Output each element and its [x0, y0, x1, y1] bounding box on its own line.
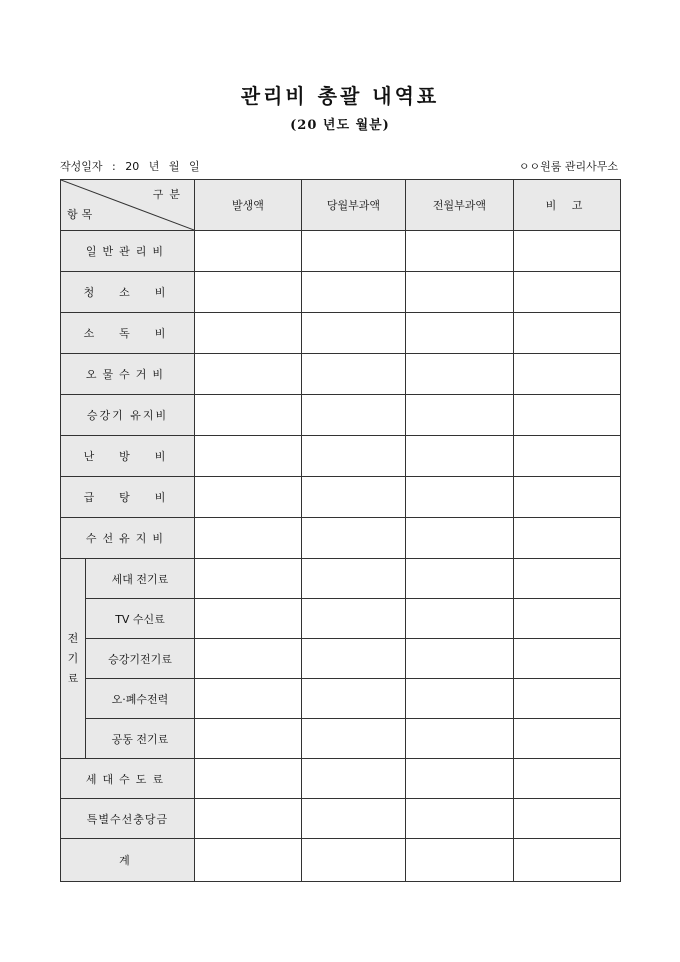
input-cell[interactable] [406, 477, 514, 518]
input-cell[interactable] [514, 599, 621, 639]
input-cell[interactable] [195, 231, 302, 272]
col-header-remarks: 비 고 [514, 180, 621, 231]
input-cell[interactable] [514, 639, 621, 679]
table-row [61, 272, 621, 313]
input-cell[interactable] [195, 639, 302, 679]
input-cell[interactable] [406, 231, 514, 272]
office-label: ㅇㅇ원룸 관리사무소 [518, 160, 618, 173]
table-row [61, 559, 621, 599]
input-cell[interactable] [406, 436, 514, 477]
input-cell[interactable] [195, 395, 302, 436]
input-cell[interactable] [514, 272, 621, 313]
input-cell[interactable] [195, 759, 302, 799]
row-label-general-mgmt: 일반관리비 [61, 231, 195, 272]
page-title: 관리비 총괄 내역표 [240, 84, 440, 108]
input-cell[interactable] [302, 599, 406, 639]
input-cell[interactable] [195, 839, 302, 882]
diag-top-label: 구분 [152, 188, 186, 201]
electric-group-label [61, 559, 86, 759]
col-header-occurred: 발생액 [195, 180, 302, 231]
input-cell[interactable] [514, 477, 621, 518]
input-cell[interactable] [514, 231, 621, 272]
input-cell[interactable] [406, 313, 514, 354]
row-label-repair: 수선유지비 [61, 518, 195, 559]
input-cell[interactable] [514, 436, 621, 477]
row-label-reserve-fund: 특별수선충당금 [61, 799, 195, 839]
input-cell[interactable] [406, 599, 514, 639]
table-row [61, 719, 621, 759]
row-label-water: 세대수도료 [61, 759, 195, 799]
input-cell[interactable] [514, 395, 621, 436]
input-cell[interactable] [406, 759, 514, 799]
input-cell[interactable] [406, 559, 514, 599]
input-cell[interactable] [406, 272, 514, 313]
input-cell[interactable] [195, 799, 302, 839]
row-label-elevator: 승강기 유지비 [61, 395, 195, 436]
input-cell[interactable] [302, 477, 406, 518]
row-label-total: 계 [61, 839, 195, 882]
input-cell[interactable] [514, 559, 621, 599]
input-cell[interactable] [302, 839, 406, 882]
table-row [61, 799, 621, 839]
row-label-hot-water: 급 탕 비 [61, 477, 195, 518]
input-cell[interactable] [195, 719, 302, 759]
input-cell[interactable] [514, 719, 621, 759]
input-cell[interactable] [195, 436, 302, 477]
row-label-waste: 오물수거비 [61, 354, 195, 395]
input-cell[interactable] [406, 639, 514, 679]
col-header-previous-billed: 전월부과액 [406, 180, 514, 231]
date-label: 작성일자 : 20 년 월 일 [60, 160, 200, 173]
diagonal-header [61, 180, 195, 231]
table-row [61, 599, 621, 639]
table-row [61, 518, 621, 559]
summary-table [60, 179, 621, 882]
input-cell[interactable] [302, 679, 406, 719]
group-char: 료 [67, 671, 79, 685]
input-cell[interactable] [195, 272, 302, 313]
input-cell[interactable] [406, 354, 514, 395]
table-row [61, 436, 621, 477]
input-cell[interactable] [406, 518, 514, 559]
input-cell[interactable] [195, 559, 302, 599]
input-cell[interactable] [302, 395, 406, 436]
input-cell[interactable] [302, 272, 406, 313]
diag-bottom-label: 항목 [67, 208, 97, 221]
row-label-cleaning: 청 소 비 [61, 272, 195, 313]
input-cell[interactable] [195, 477, 302, 518]
input-cell[interactable] [302, 799, 406, 839]
input-cell[interactable] [302, 719, 406, 759]
input-cell[interactable] [302, 639, 406, 679]
input-cell[interactable] [514, 839, 621, 882]
input-cell[interactable] [514, 799, 621, 839]
row-label-heating: 난 방 비 [61, 436, 195, 477]
header-row [61, 180, 621, 231]
table-row [61, 231, 621, 272]
input-cell[interactable] [406, 839, 514, 882]
input-cell[interactable] [514, 354, 621, 395]
table-row [61, 639, 621, 679]
row-label-disinfection: 소 독 비 [61, 313, 195, 354]
table-row [61, 759, 621, 799]
input-cell[interactable] [514, 313, 621, 354]
input-cell[interactable] [514, 759, 621, 799]
input-cell[interactable] [195, 679, 302, 719]
group-char: 기 [67, 651, 79, 665]
input-cell[interactable] [514, 518, 621, 559]
row-label-sewage-power: 오·폐수전력 [86, 679, 195, 719]
page-subtitle: (20 년도 월분) [290, 118, 390, 133]
input-cell[interactable] [195, 354, 302, 395]
row-label-household-electric: 세대 전기료 [86, 559, 195, 599]
table-row [61, 354, 621, 395]
input-cell[interactable] [406, 395, 514, 436]
input-cell[interactable] [406, 719, 514, 759]
row-label-common-electric: 공동 전기료 [86, 719, 195, 759]
input-cell[interactable] [302, 436, 406, 477]
input-cell[interactable] [302, 759, 406, 799]
row-label-elevator-electric: 승강기전기료 [86, 639, 195, 679]
input-cell[interactable] [302, 313, 406, 354]
input-cell[interactable] [302, 559, 406, 599]
row-label-tv-fee: TV 수신료 [86, 599, 195, 639]
col-header-current-billed: 당월부과액 [302, 180, 406, 231]
table-row [61, 395, 621, 436]
table-row [61, 477, 621, 518]
input-cell[interactable] [195, 518, 302, 559]
table-row [61, 839, 621, 882]
group-char: 전 [67, 631, 79, 645]
input-cell[interactable] [302, 231, 406, 272]
input-cell[interactable] [514, 679, 621, 719]
table-row [61, 679, 621, 719]
input-cell[interactable] [406, 679, 514, 719]
input-cell[interactable] [302, 354, 406, 395]
input-cell[interactable] [195, 599, 302, 639]
table-row [61, 313, 621, 354]
input-cell[interactable] [195, 313, 302, 354]
input-cell[interactable] [406, 799, 514, 839]
input-cell[interactable] [302, 518, 406, 559]
